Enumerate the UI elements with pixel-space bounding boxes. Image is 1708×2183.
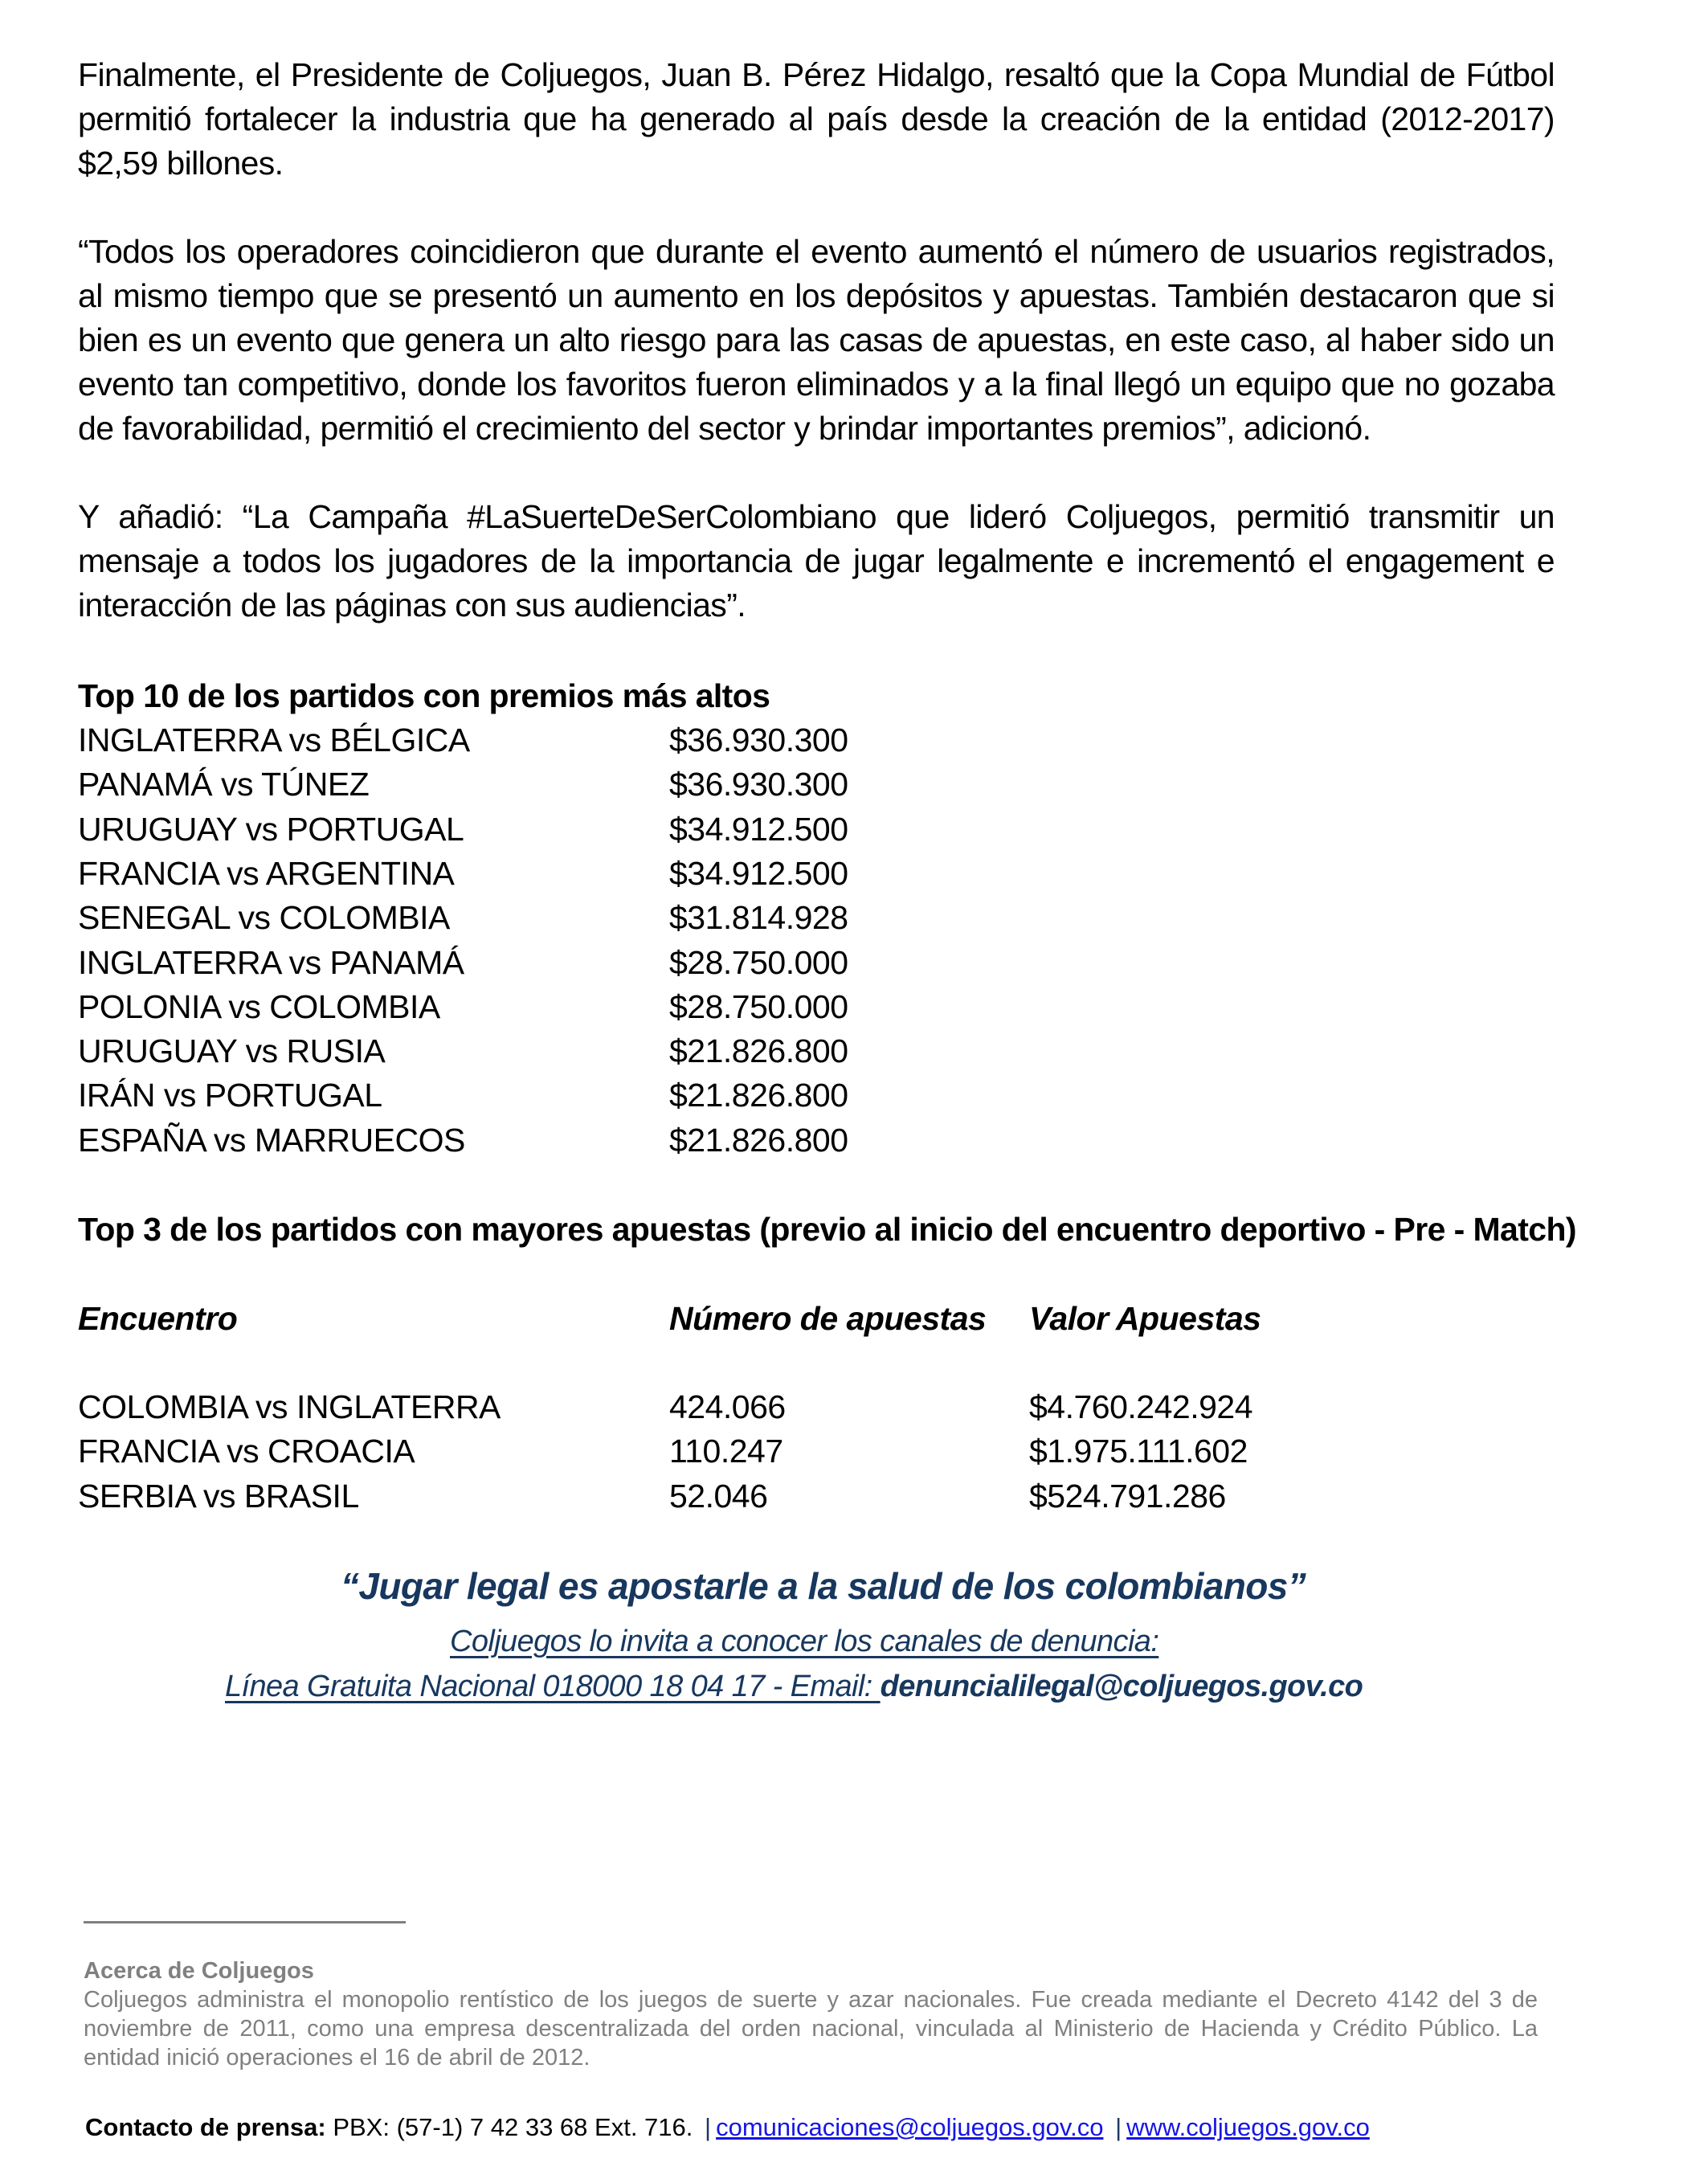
hotline-label: Línea Gratuita Nacional 018000 18 04 17 - Email: bbox=[225, 1670, 881, 1703]
paragraph-text: Finalmente, el Presidente de Coljuegos, Juan B. Pérez Hidalgo, resaltó que la Copa Mundial de Fútbol permitió fortalecer la industria que ha generado al país desde la creación de la entidad (2012-2017) $2,59 billones. bbox=[78, 56, 1555, 182]
top3-title: Top 3 de los partidos con mayores apuestas (previo al inicio del encuentro deportivo - Pre - Match) bbox=[78, 1211, 1576, 1248]
match-name: POLONIA vs COLOMBIA bbox=[78, 987, 440, 1025]
paragraph-president bbox=[78, 53, 1555, 186]
match-name: FRANCIA vs ARGENTINA bbox=[78, 854, 455, 892]
bet-value: $4.760.242.924 bbox=[1029, 1388, 1252, 1425]
prize-value: $36.930.300 bbox=[669, 722, 848, 758]
prize-value: $21.826.800 bbox=[669, 1077, 848, 1114]
match-name: IRÁN vs PORTUGAL bbox=[78, 1077, 382, 1114]
paragraph-text: Y añadió: “La Campaña #LaSuerteDeSerColombiano que lideró Coljuegos, permitió transmitir un mensaje a todos los jugadores de la importancia de jugar legalmente e incrementó el engagement e interacción de las páginas con sus audiencias”. bbox=[78, 498, 1555, 623]
match-name: SENEGAL vs COLOMBIA bbox=[78, 899, 450, 937]
prize-value: $21.826.800 bbox=[669, 1032, 848, 1070]
paragraph-campaign-quote bbox=[78, 495, 1555, 628]
prize-value: $36.930.300 bbox=[669, 766, 848, 803]
match-name: FRANCIA vs CROACIA bbox=[78, 1433, 415, 1470]
match-name: COLOMBIA vs INGLATERRA bbox=[78, 1388, 501, 1425]
about-coljuegos bbox=[84, 1956, 1538, 2072]
prize-value: $28.750.000 bbox=[669, 943, 848, 981]
paragraph-text: “Todos los operadores coincidieron que durante el evento aumentó el número de usuarios registrados, al mismo tiempo que se presentó un aumento en los depósitos y apuestas. También destacaron que si bien es un evento que genera un alto riesgo para las casas de apuestas, en este caso, al haber sido un evento tan competitivo, donde los favoritos fueron eliminados y a la final llegó un equipo que no gozaba de favorabilidad, permitió el crecimiento del sector y brindar importantes premios”, adicionó. bbox=[78, 233, 1555, 447]
top10-title: Top 10 de los partidos con premios más altos bbox=[78, 677, 770, 714]
header-numero-apuestas: Número de apuestas bbox=[669, 1300, 987, 1337]
match-name: SERBIA vs BRASIL bbox=[78, 1477, 359, 1515]
match-name: URUGUAY vs RUSIA bbox=[78, 1032, 386, 1070]
about-title: Acerca de Coljuegos bbox=[84, 1958, 314, 1984]
report-invite-text: Coljuegos lo invita a conocer los canales de denuncia: bbox=[450, 1625, 1159, 1658]
contact-phone: PBX: (57-1) 7 42 33 68 Ext. 716. bbox=[325, 2113, 693, 2141]
prize-value: $21.826.800 bbox=[669, 1121, 848, 1159]
paragraph-operators-quote bbox=[78, 230, 1555, 451]
bet-value: $1.975.111.602 bbox=[1029, 1433, 1248, 1470]
separator: | bbox=[1115, 2113, 1122, 2141]
slogan-headline: “Jugar legal es apostarle a la salud de los colombianos” bbox=[341, 1565, 1306, 1607]
match-name: INGLATERRA vs PANAMÁ bbox=[78, 943, 464, 981]
report-email-link[interactable]: denuncialilegal@coljuegos.gov.co bbox=[880, 1670, 1363, 1703]
bet-count: 52.046 bbox=[669, 1477, 768, 1515]
bet-value: $524.791.286 bbox=[1029, 1477, 1226, 1515]
bet-count: 424.066 bbox=[669, 1388, 786, 1425]
match-name: PANAMÁ vs TÚNEZ bbox=[78, 766, 370, 803]
prize-value: $31.814.928 bbox=[669, 899, 848, 937]
match-name: URUGUAY vs PORTUGAL bbox=[78, 810, 464, 848]
match-name: INGLATERRA vs BÉLGICA bbox=[78, 722, 470, 758]
prize-value: $34.912.500 bbox=[669, 810, 848, 848]
bet-count: 110.247 bbox=[669, 1433, 783, 1470]
about-text: Coljuegos administra el monopolio rentístico de los juegos de suerte y azar nacionales. Fue creada mediante el Decreto 4142 del 3 de noviembre de 2011, como una empresa descentralizada del orden nacional, vinculada al Ministerio de Hacienda y Crédito Público. La entidad inició operaciones el 16 de abril de 2012. bbox=[84, 1987, 1538, 2071]
header-valor-apuestas: Valor Apuestas bbox=[1029, 1300, 1261, 1337]
prize-value: $28.750.000 bbox=[669, 987, 848, 1025]
press-email-link[interactable]: comunicaciones@coljuegos.gov.co bbox=[716, 2113, 1104, 2141]
match-name: ESPAÑA vs MARRUECOS bbox=[78, 1121, 465, 1159]
website-link[interactable]: www.coljuegos.gov.co bbox=[1126, 2113, 1370, 2141]
separator: | bbox=[705, 2113, 712, 2141]
prize-value: $34.912.500 bbox=[669, 854, 848, 892]
press-contact bbox=[85, 2111, 1370, 2144]
header-encuentro: Encuentro bbox=[78, 1300, 238, 1337]
report-channels-line bbox=[225, 1665, 1363, 1709]
contact-label: Contacto de prensa: bbox=[85, 2113, 326, 2141]
footnote-separator bbox=[84, 1921, 406, 1923]
